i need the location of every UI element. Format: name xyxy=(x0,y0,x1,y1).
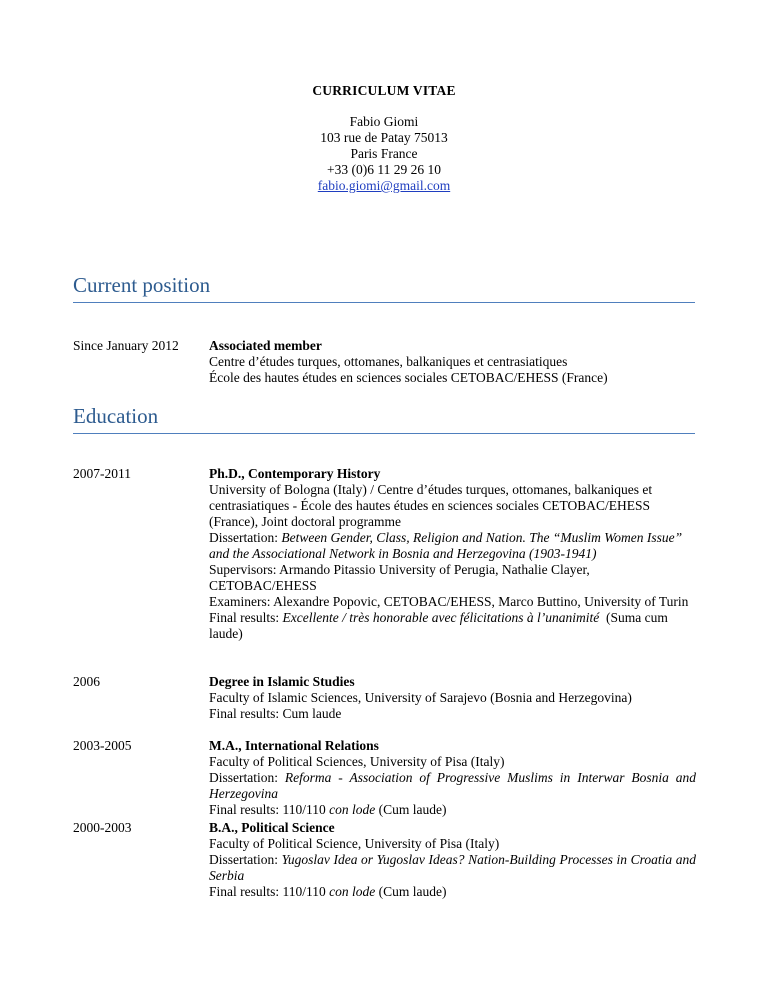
entry-line: École des hautes études en sciences sociales CETOBAC/EHESS (France) xyxy=(209,370,608,385)
entry-institution: University of Bologna (Italy) / Centre d’études turques, ottomanes, balkaniques et centrasiatiques - École des hautes études en sciences sociales CETOBAC/EHESS (France), Joint doctoral programme xyxy=(209,482,653,529)
dissertation-label: Dissertation: xyxy=(209,852,282,867)
entry-dissertation xyxy=(209,852,696,884)
dissertation-title: Reforma - Association of Progressive Muslims in Interwar Bosnia and Herzegovina xyxy=(209,770,697,801)
phone-number: +33 (0)6 11 29 26 10 xyxy=(327,162,441,177)
address-line-1: 103 rue de Patay 75013 xyxy=(320,130,448,145)
entry-results: Final results: Cum laude xyxy=(209,706,342,721)
entry-date: 2006 xyxy=(73,674,100,689)
entry-results xyxy=(209,884,696,900)
entry-title: Associated member xyxy=(209,338,322,353)
entry-supervisors: Supervisors: Armando Pitassio University of Perugia, Nathalie Clayer, CETOBAC/EHESS xyxy=(209,562,590,593)
results-suffix: (Cum laude) xyxy=(375,802,447,817)
dissertation-title: Between Gender, Class, Religion and Nation. The “Muslim Women Issue” and the Associational Network in Bosnia and Herzegovina (1903-1941) xyxy=(209,530,683,561)
results-label: Final results: 110/110 xyxy=(209,802,330,817)
entry-institution: Faculty of Political Science, University of Pisa (Italy) xyxy=(209,836,500,851)
entry-title: Ph.D., Contemporary History xyxy=(209,466,381,481)
entry-title: Degree in Islamic Studies xyxy=(209,674,355,689)
results-suffix: (Suma cum laude) xyxy=(209,610,672,641)
education-heading: Education xyxy=(73,404,695,434)
entry-body xyxy=(209,466,696,642)
results-italic: Excellente / très honorable avec félicitations à l’unanimité xyxy=(282,610,600,625)
current-position-heading: Current position xyxy=(73,273,695,303)
entry-dissertation xyxy=(209,770,696,802)
entry-date: Since January 2012 xyxy=(73,338,179,353)
entry-line: Centre d’études turques, ottomanes, balkaniques et centrasiatiques xyxy=(209,354,568,369)
entry-body xyxy=(209,738,696,818)
dissertation-label: Dissertation: xyxy=(209,530,282,545)
results-italic: con lode xyxy=(329,802,376,817)
address-line-2: Paris France xyxy=(350,146,418,161)
entry-body xyxy=(209,674,696,722)
entry-body xyxy=(209,820,696,900)
results-label: Final results: xyxy=(209,610,283,625)
entry-dissertation xyxy=(209,530,696,562)
entry-date: 2007-2011 xyxy=(73,466,131,481)
results-italic: con lode xyxy=(329,884,376,899)
entry-body xyxy=(209,338,696,386)
entry-results xyxy=(209,610,696,642)
entry-institution: Faculty of Islamic Sciences, University of Sarajevo (Bosnia and Herzegovina) xyxy=(209,690,632,705)
document-title: CURRICULUM VITAE xyxy=(312,83,456,98)
entry-title: B.A., Political Science xyxy=(209,820,335,835)
results-label: Final results: 110/110 xyxy=(209,884,330,899)
entry-date: 2003-2005 xyxy=(73,738,132,753)
email-link[interactable]: fabio.giomi@gmail.com xyxy=(317,178,451,193)
entry-results xyxy=(209,802,696,818)
results-suffix: (Cum laude) xyxy=(375,884,447,899)
entry-examiners: Examiners: Alexandre Popovic, CETOBAC/EHESS, Marco Buttino, University of Turin xyxy=(209,594,689,609)
entry-date: 2000-2003 xyxy=(73,820,132,835)
author-name: Fabio Giomi xyxy=(349,114,419,129)
dissertation-title: Yugoslav Idea or Yugoslav Ideas? Nation-Building Processes in Croatia and Serbia xyxy=(209,852,696,883)
entry-title: M.A., International Relations xyxy=(209,738,379,753)
dissertation-label: Dissertation: xyxy=(209,770,285,785)
cv-header xyxy=(0,83,768,194)
entry-institution: Faculty of Political Sciences, University of Pisa (Italy) xyxy=(209,754,505,769)
